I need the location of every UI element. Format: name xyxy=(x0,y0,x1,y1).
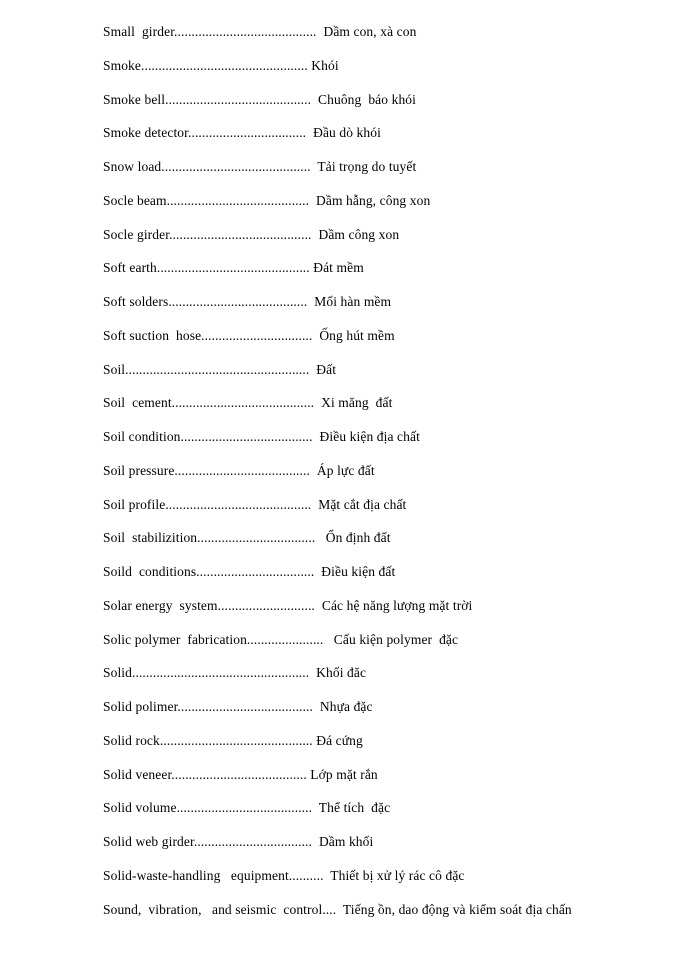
glossary-entry: Soil..................................................... Đất xyxy=(103,362,337,377)
glossary-entry: Soil cement......................................... Xi măng đất xyxy=(103,395,393,410)
glossary-entry: Solar energy system............................ Các hệ năng lượng mặt trời xyxy=(103,598,473,613)
glossary-entry: Small girder......................................... Dầm con, xà con xyxy=(103,24,417,39)
glossary-entry: Soil profile.......................................... Mặt cắt địa chất xyxy=(103,497,407,512)
glossary-entry: Solid polimer....................................... Nhựa đặc xyxy=(103,699,373,714)
glossary-entry: Soft earth............................................ Đát mềm xyxy=(103,260,364,275)
glossary-entry: Solic polymer fabrication...................... Cấu kiện polymer đặc xyxy=(103,632,459,647)
glossary-entry: Soil pressure....................................... Áp lực đất xyxy=(103,463,375,478)
glossary-entry: Soft solders........................................ Mối hàn mềm xyxy=(103,294,392,309)
glossary-entry: Socle girder......................................... Dầm công xon xyxy=(103,227,400,242)
glossary-entry: Socle beam......................................... Dầm hẫng, công xon xyxy=(103,193,431,208)
glossary-entry: Solid................................................... Khối đăc xyxy=(103,665,367,680)
glossary-entry: Smoke detector.................................. Đầu dò khói xyxy=(103,125,381,140)
glossary-entry: Snow load........................................... Tải trọng do tuyết xyxy=(103,159,417,174)
glossary-entry: Solid-waste-handling equipment.......... Thiết bị xử lý rác cô đặc xyxy=(103,868,465,883)
glossary-entry: Smoke................................................ Khói xyxy=(103,58,339,73)
glossary-entry: Soft suction hose................................ Ống hút mềm xyxy=(103,328,395,343)
glossary-entry: Solid volume....................................... Thể tích đặc xyxy=(103,800,391,815)
glossary-entry: Soil stabilizition.................................. Ổn định đất xyxy=(103,530,391,545)
glossary-entry: Sound, vibration, and seismic control.... Tiếng ồn, dao động và kiểm soát địa chấn xyxy=(103,902,572,917)
glossary-entry: Smoke bell.......................................... Chuông báo khói xyxy=(103,92,416,107)
glossary-entry: Solid veneer....................................... Lớp mặt rắn xyxy=(103,767,378,782)
glossary-entry: Solid web girder.................................. Dầm khối xyxy=(103,834,374,849)
glossary-entry: Soil condition...................................... Điều kiện địa chất xyxy=(103,429,420,444)
glossary-entry: Soild conditions.................................. Điều kiện đất xyxy=(103,564,396,579)
glossary-entry: Solid rock............................................ Đá cứng xyxy=(103,733,363,748)
